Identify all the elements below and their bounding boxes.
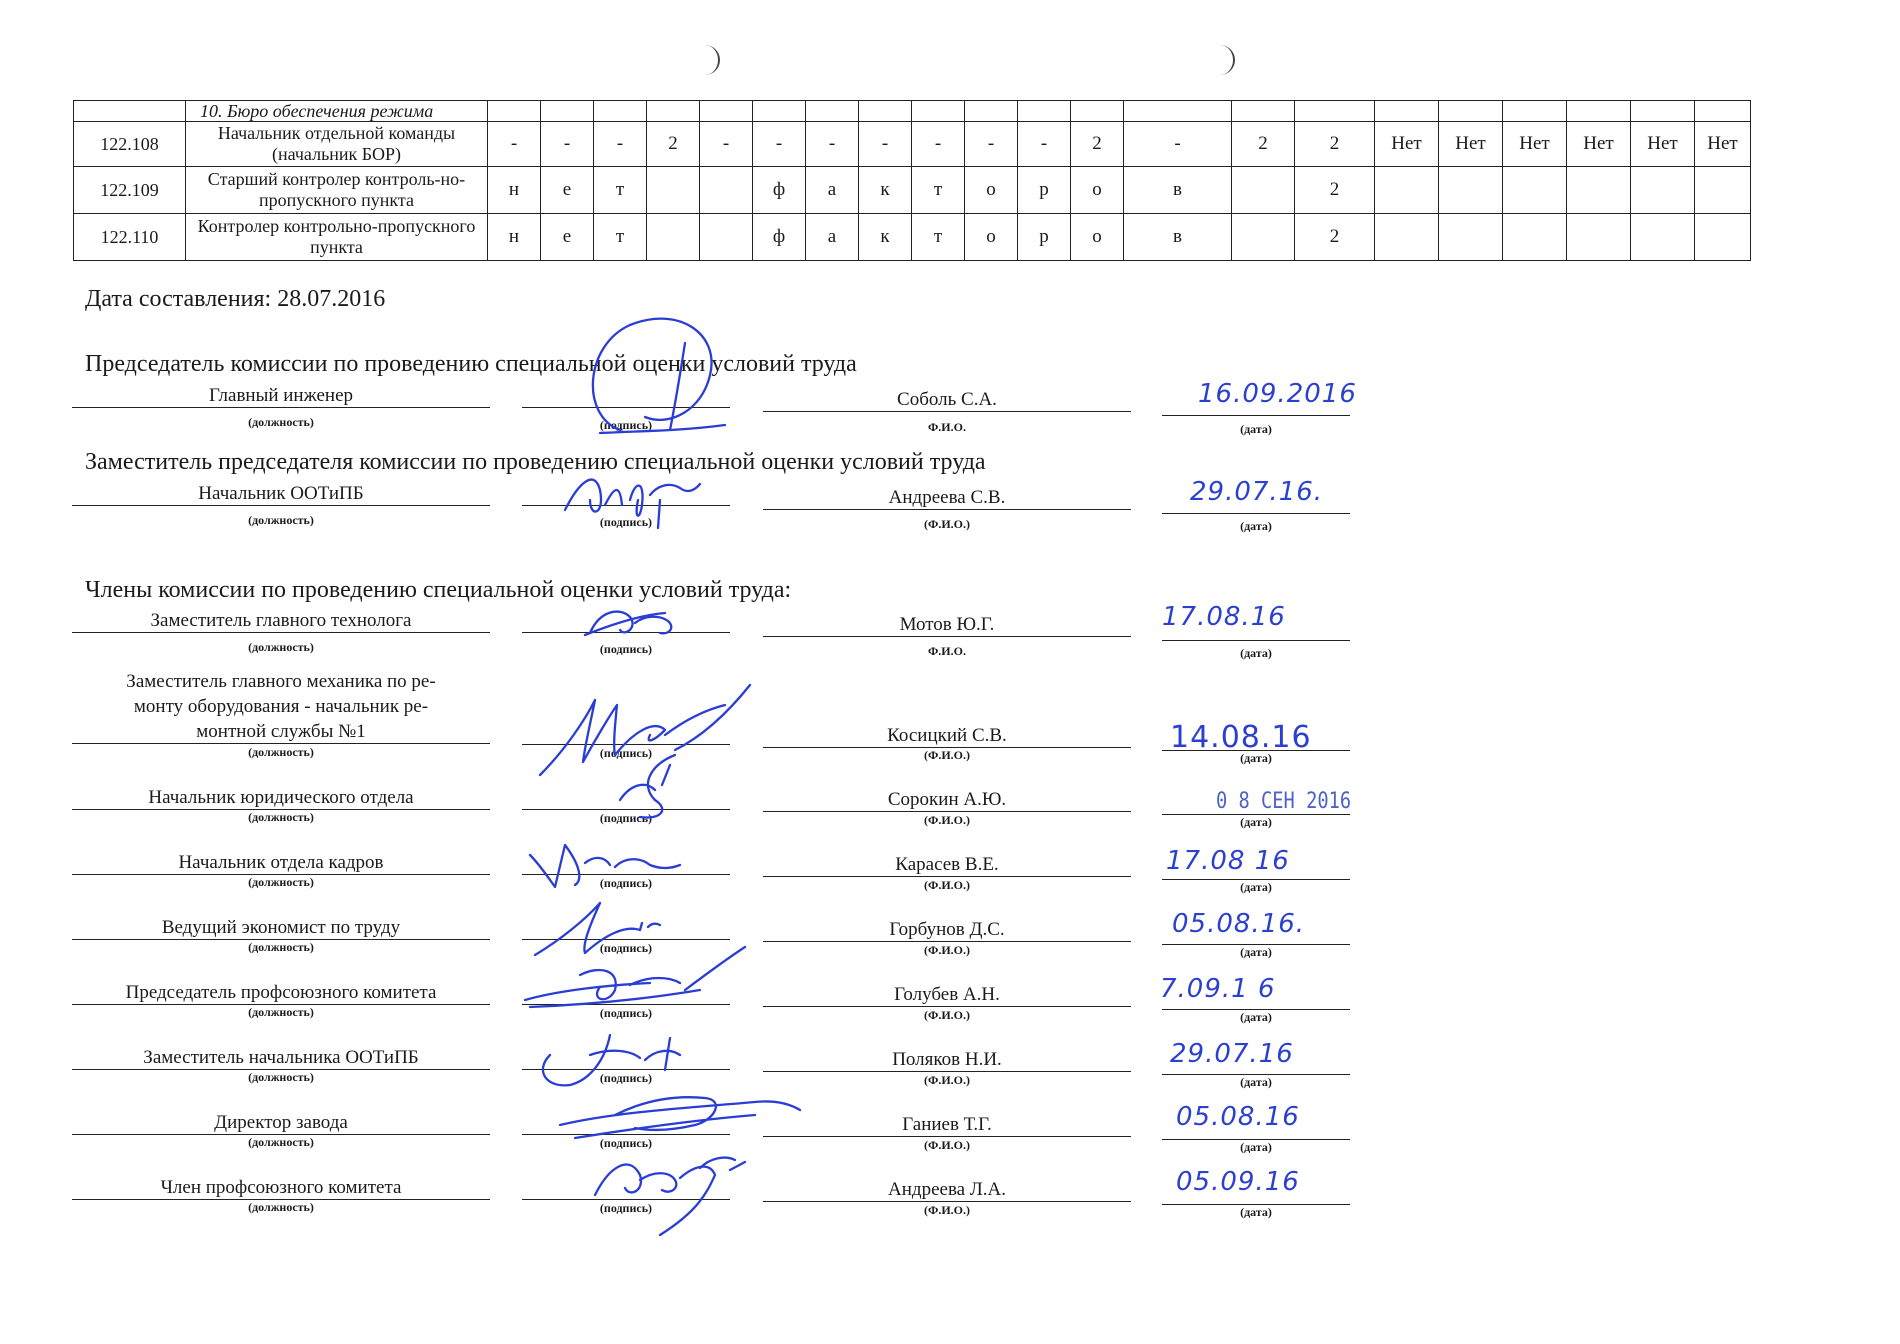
factor-cell bbox=[1503, 167, 1567, 214]
date-caption: (дата) bbox=[1240, 422, 1272, 436]
date-caption: (дата) bbox=[1240, 646, 1272, 660]
row-code: 122.108 bbox=[74, 122, 186, 167]
position-caption: (должность) bbox=[248, 1070, 314, 1084]
factor-cell: е bbox=[541, 167, 594, 214]
factor-cell: 2 bbox=[1295, 122, 1375, 167]
factor-cell: а bbox=[806, 167, 859, 214]
factor-cell: Нет bbox=[1375, 122, 1439, 167]
position-field: Начальник ООТиПБ bbox=[72, 483, 490, 506]
name-field: Поляков Н.И. bbox=[763, 1049, 1131, 1072]
signature-member-3 bbox=[600, 745, 690, 825]
factor-cell bbox=[1232, 214, 1295, 261]
position-field: Заместитель главного механика по ре-монту оборудования - начальник ре-монтной службы №1 bbox=[72, 669, 490, 744]
factor-cell: о bbox=[965, 167, 1018, 214]
factor-cell bbox=[1503, 214, 1567, 261]
table-row bbox=[74, 167, 1751, 214]
factor-cell: а bbox=[806, 214, 859, 261]
name-caption: (Ф.И.О.) bbox=[924, 1138, 970, 1152]
factor-cell: 2 bbox=[1295, 167, 1375, 214]
position-caption: (должность) bbox=[248, 1135, 314, 1149]
position-caption: (должность) bbox=[248, 640, 314, 654]
factor-cell: н bbox=[488, 167, 541, 214]
factor-cell bbox=[1631, 214, 1695, 261]
name-caption: (Ф.И.О.) bbox=[924, 748, 970, 762]
factor-cell: т bbox=[594, 167, 647, 214]
hazard-factors-table bbox=[73, 100, 1751, 261]
handwritten-date: 17.08 16 bbox=[1166, 846, 1290, 876]
factor-cell: - bbox=[806, 122, 859, 167]
handwritten-date: 7.09.1 6 bbox=[1160, 974, 1276, 1004]
position-caption: (должность) bbox=[248, 513, 314, 527]
position-field: Заместитель начальника ООТиПБ bbox=[72, 1047, 490, 1070]
date-caption: (дата) bbox=[1240, 815, 1272, 829]
factor-cell: о bbox=[1071, 214, 1124, 261]
handwritten-date: 16.09.2016 bbox=[1198, 379, 1357, 409]
factor-cell bbox=[1375, 214, 1439, 261]
signature-caption: (подпись) bbox=[599, 1071, 653, 1085]
signature-caption: (подпись) bbox=[599, 642, 653, 656]
signature-member-8 bbox=[555, 1090, 805, 1145]
factor-cell: т bbox=[594, 214, 647, 261]
handwritten-date: 29.07.16 bbox=[1170, 1039, 1294, 1069]
factor-cell: - bbox=[541, 122, 594, 167]
factor-cell: Нет bbox=[1503, 122, 1567, 167]
signature-caption: (подпись) bbox=[599, 876, 653, 890]
signature-caption: (подпись) bbox=[599, 1136, 653, 1150]
date-caption: (дата) bbox=[1240, 1140, 1272, 1154]
position-field: Заместитель главного технолога bbox=[72, 610, 490, 633]
signature-member-6 bbox=[520, 945, 750, 1015]
factor-cell bbox=[1439, 214, 1503, 261]
name-field: Голубев А.Н. bbox=[763, 984, 1131, 1007]
factor-cell: - bbox=[912, 122, 965, 167]
handwritten-date: 05.08.16. bbox=[1172, 909, 1306, 939]
table-row bbox=[74, 214, 1751, 261]
punch-hole-right bbox=[1205, 45, 1235, 75]
factor-cell: - bbox=[488, 122, 541, 167]
date-caption: (дата) bbox=[1240, 751, 1272, 765]
factor-cell: 2 bbox=[1295, 214, 1375, 261]
signature-member-7 bbox=[530, 1030, 700, 1090]
factor-cell: е bbox=[541, 214, 594, 261]
date-caption: (дата) bbox=[1240, 1010, 1272, 1024]
date-caption: (дата) bbox=[1240, 1205, 1272, 1219]
factor-cell: к bbox=[859, 167, 912, 214]
factor-cell: к bbox=[859, 214, 912, 261]
name-caption: (Ф.И.О.) bbox=[924, 943, 970, 957]
name-field: Карасев В.Е. bbox=[763, 854, 1131, 877]
factor-cell: т bbox=[912, 167, 965, 214]
factor-cell bbox=[1695, 214, 1751, 261]
factor-cell: - bbox=[1124, 122, 1232, 167]
row-title: Начальник отдельной команды (начальник БОР) bbox=[186, 122, 488, 167]
factor-cell: о bbox=[965, 214, 1018, 261]
name-field: Горбунов Д.С. bbox=[763, 919, 1131, 942]
handwritten-date: 29.07.16. bbox=[1190, 477, 1324, 507]
name-field: Мотов Ю.Г. bbox=[763, 614, 1131, 637]
factor-cell: в bbox=[1124, 214, 1232, 261]
signature-deputy bbox=[560, 470, 710, 530]
factor-cell: - bbox=[965, 122, 1018, 167]
factor-cell: Нет bbox=[1631, 122, 1695, 167]
position-field: Главный инженер bbox=[72, 385, 490, 408]
name-field: Соболь С.А. bbox=[763, 389, 1131, 412]
factor-cell bbox=[700, 167, 753, 214]
factor-cell: ф bbox=[753, 214, 806, 261]
position-field: Председатель профсоюзного комитета bbox=[72, 982, 490, 1005]
position-caption: (должность) bbox=[248, 940, 314, 954]
name-field: Андреева С.В. bbox=[763, 487, 1131, 510]
section-row bbox=[74, 101, 1751, 122]
factor-cell: Нет bbox=[1695, 122, 1751, 167]
date-caption: (дата) bbox=[1240, 880, 1272, 894]
name-field: Ганиев Т.Г. bbox=[763, 1114, 1131, 1137]
position-caption: (должность) bbox=[248, 745, 314, 759]
row-title: Контролер контрольно-пропускного пункта bbox=[186, 214, 488, 261]
signature-member-1 bbox=[580, 605, 690, 645]
position-field: Директор завода bbox=[72, 1112, 490, 1135]
factor-cell bbox=[647, 167, 700, 214]
factor-cell: 2 bbox=[1071, 122, 1124, 167]
section-code-cell bbox=[74, 101, 186, 122]
signature-caption: (подпись) bbox=[599, 746, 653, 760]
factor-cell bbox=[1567, 167, 1631, 214]
factor-cell bbox=[1567, 214, 1631, 261]
name-caption: (Ф.И.О.) bbox=[924, 878, 970, 892]
factor-cell: 2 bbox=[1232, 122, 1295, 167]
factor-cell: в bbox=[1124, 167, 1232, 214]
signature-member-4 bbox=[525, 835, 685, 895]
position-field: Ведущий экономист по труду bbox=[72, 917, 490, 940]
factor-cell bbox=[700, 214, 753, 261]
signature-caption: (подпись) bbox=[599, 418, 653, 432]
signature-caption: (подпись) bbox=[599, 811, 653, 825]
date-caption: (дата) bbox=[1240, 945, 1272, 959]
punch-hole-left bbox=[690, 45, 720, 75]
position-field: Начальник юридического отдела bbox=[72, 787, 490, 810]
chair-heading: Председатель комиссии по проведению специальной оценки условий труда bbox=[85, 351, 857, 377]
signature-caption: (подпись) bbox=[599, 941, 653, 955]
name-caption: (Ф.И.О.) bbox=[924, 517, 970, 531]
name-caption: (Ф.И.О.) bbox=[924, 813, 970, 827]
handwritten-date: 17.08.16 bbox=[1162, 602, 1286, 632]
factor-cell: р bbox=[1018, 167, 1071, 214]
position-caption: (должность) bbox=[248, 1200, 314, 1214]
factor-cell: ф bbox=[753, 167, 806, 214]
signature-caption: (подпись) bbox=[599, 1006, 653, 1020]
factor-cell: - bbox=[594, 122, 647, 167]
signature-caption: (подпись) bbox=[599, 515, 653, 529]
signature-chair bbox=[560, 305, 760, 445]
position-field: Член профсоюзного комитета bbox=[72, 1177, 490, 1200]
factor-cell: р bbox=[1018, 214, 1071, 261]
signature-member-9 bbox=[590, 1150, 770, 1240]
row-title: Старший контролер контроль-но-пропускного пункта bbox=[186, 167, 488, 214]
factor-cell: о bbox=[1071, 167, 1124, 214]
row-code: 122.110 bbox=[74, 214, 186, 261]
factor-cell: 2 bbox=[647, 122, 700, 167]
received-stamp: 0 8 СЕН 2016 bbox=[1216, 789, 1352, 814]
factor-cell: т bbox=[912, 214, 965, 261]
position-caption: (должность) bbox=[248, 415, 314, 429]
position-caption: (должность) bbox=[248, 1005, 314, 1019]
name-caption: Ф.И.О. bbox=[928, 420, 966, 434]
signature-caption: (подпись) bbox=[599, 1201, 653, 1215]
date-caption: (дата) bbox=[1240, 519, 1272, 533]
factor-cell: Нет bbox=[1439, 122, 1503, 167]
name-caption: (Ф.И.О.) bbox=[924, 1073, 970, 1087]
position-field: Начальник отдела кадров bbox=[72, 852, 490, 875]
name-caption: Ф.И.О. bbox=[928, 644, 966, 658]
name-caption: (Ф.И.О.) bbox=[924, 1203, 970, 1217]
name-caption: (Ф.И.О.) bbox=[924, 1008, 970, 1022]
deputy-heading: Заместитель председателя комиссии по проведению специальной оценки условий труда bbox=[85, 449, 986, 475]
section-label: 10. Бюро обеспечения режима bbox=[186, 101, 488, 122]
factor-cell: н bbox=[488, 214, 541, 261]
name-field: Косицкий С.В. bbox=[763, 725, 1131, 748]
handwritten-date: 05.09.16 bbox=[1176, 1167, 1300, 1197]
factor-cell bbox=[1439, 167, 1503, 214]
factor-cell bbox=[1375, 167, 1439, 214]
factor-cell bbox=[1631, 167, 1695, 214]
date-caption: (дата) bbox=[1240, 1075, 1272, 1089]
members-heading: Члены комиссии по проведению специальной оценки условий труда: bbox=[85, 577, 792, 603]
factor-cell: - bbox=[753, 122, 806, 167]
factor-cell bbox=[1232, 167, 1295, 214]
factor-cell bbox=[647, 214, 700, 261]
factor-cell: - bbox=[700, 122, 753, 167]
factor-cell: - bbox=[1018, 122, 1071, 167]
factor-cell: - bbox=[859, 122, 912, 167]
name-field: Андреева Л.А. bbox=[763, 1179, 1131, 1202]
factor-cell bbox=[1695, 167, 1751, 214]
table-row bbox=[74, 122, 1751, 167]
compilation-date: Дата составления: 28.07.2016 bbox=[85, 286, 386, 312]
factor-cell: Нет bbox=[1567, 122, 1631, 167]
row-code: 122.109 bbox=[74, 167, 186, 214]
position-caption: (должность) bbox=[248, 810, 314, 824]
handwritten-date: 05.08.16 bbox=[1176, 1102, 1300, 1132]
position-caption: (должность) bbox=[248, 875, 314, 889]
name-field: Сорокин А.Ю. bbox=[763, 789, 1131, 812]
handwritten-date: 14.08.16 bbox=[1170, 720, 1312, 755]
